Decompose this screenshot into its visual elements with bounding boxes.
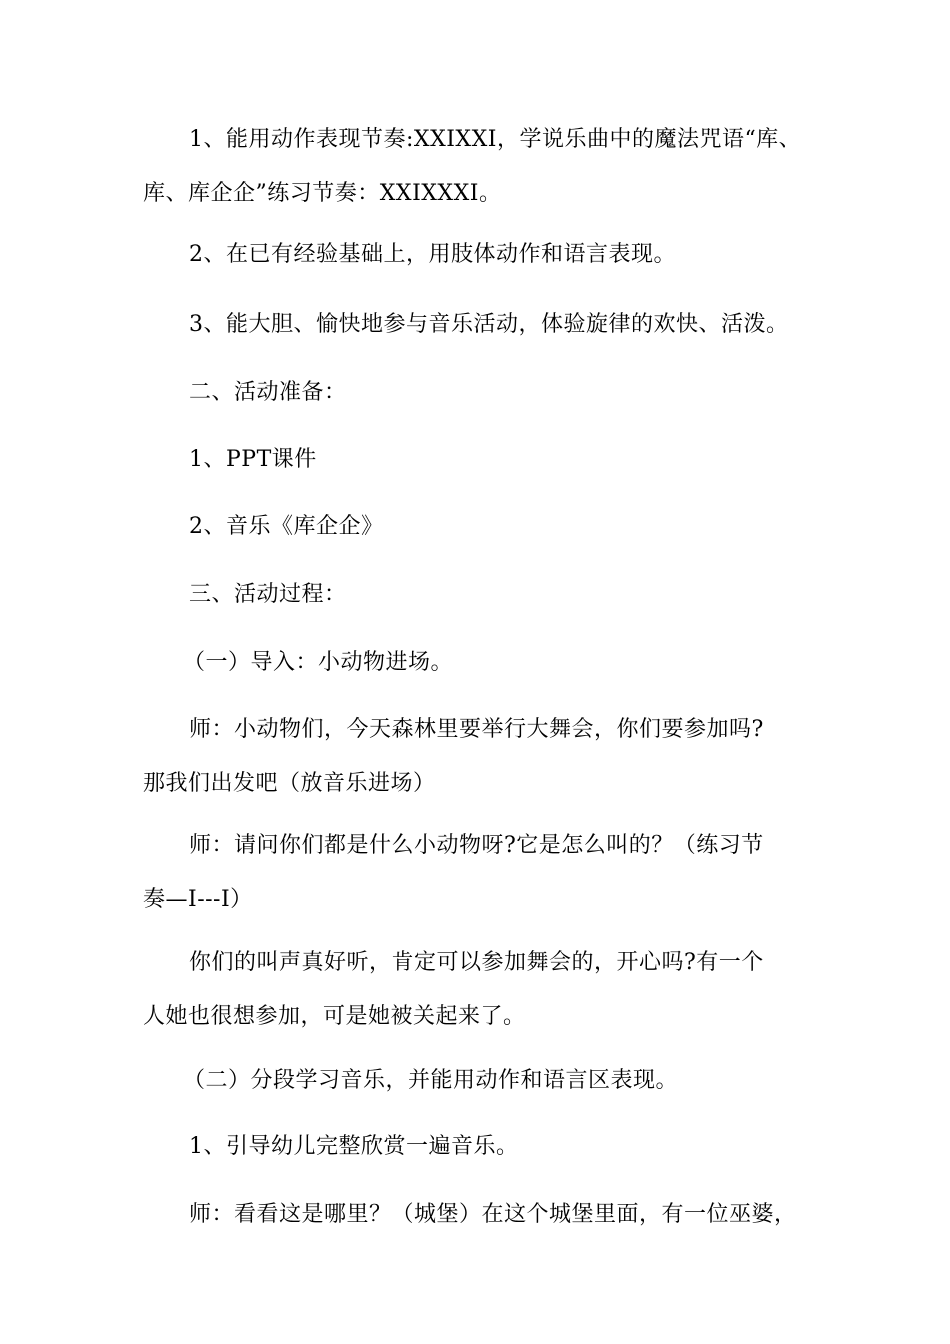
text-line: 3、能大胆、愉快地参与音乐活动，体验旋律的欢快、活泼。 <box>189 312 789 337</box>
paragraph-objective-1 <box>143 113 813 221</box>
text-line: 库、库企企”练习节奏：XXIXXXI。 <box>143 181 502 206</box>
paragraph-step-1 <box>143 1120 813 1174</box>
text-line: 三、活动过程： <box>189 582 347 607</box>
subsection-heading-segments <box>143 1054 813 1108</box>
text-line: 师：小动物们，今天森林里要举行大舞会，你们要参加吗? <box>189 717 764 742</box>
text-line: 奏—I---I） <box>143 887 253 912</box>
section-heading-process <box>143 568 813 622</box>
section-heading-preparation <box>143 366 813 420</box>
text-line: 1、PPT课件 <box>189 447 317 472</box>
paragraph-objective-3 <box>143 298 813 352</box>
paragraph-objective-2 <box>143 228 813 282</box>
subsection-heading-intro <box>143 636 813 690</box>
text-line: 师：看看这是哪里？（城堡）在这个城堡里面，有一位巫婆， <box>189 1202 797 1227</box>
text-line: （一）导入：小动物进场。 <box>183 650 454 675</box>
text-line: 人她也很想参加，可是她被关起来了。 <box>143 1004 526 1029</box>
text-line: 2、在已有经验基础上，用肢体动作和语言表现。 <box>189 242 676 267</box>
text-line: 那我们出发吧（放音乐进场） <box>143 771 436 796</box>
text-line: 1、引导幼儿完整欣赏一遍音乐。 <box>189 1134 519 1159</box>
paragraph-teacher-1 <box>143 703 813 811</box>
paragraph-prep-2 <box>143 500 813 554</box>
text-line: 2、音乐《库企企》 <box>189 514 384 539</box>
paragraph-teacher-3 <box>143 936 813 1044</box>
paragraph-teacher-2 <box>143 819 813 927</box>
paragraph-teacher-4 <box>143 1188 813 1242</box>
text-line: 师：请问你们都是什么小动物呀?它是怎么叫的？（练习节 <box>189 833 764 858</box>
text-line: 1、能用动作表现节奏:XXIXXI，学说乐曲中的魔法咒语“库、 <box>189 127 802 152</box>
paragraph-prep-1 <box>143 433 813 487</box>
text-line: （二）分段学习音乐，并能用动作和语言区表现。 <box>183 1068 679 1093</box>
text-line: 你们的叫声真好听，肯定可以参加舞会的，开心吗?有一个 <box>189 950 764 975</box>
text-line: 二、活动准备： <box>189 380 347 405</box>
